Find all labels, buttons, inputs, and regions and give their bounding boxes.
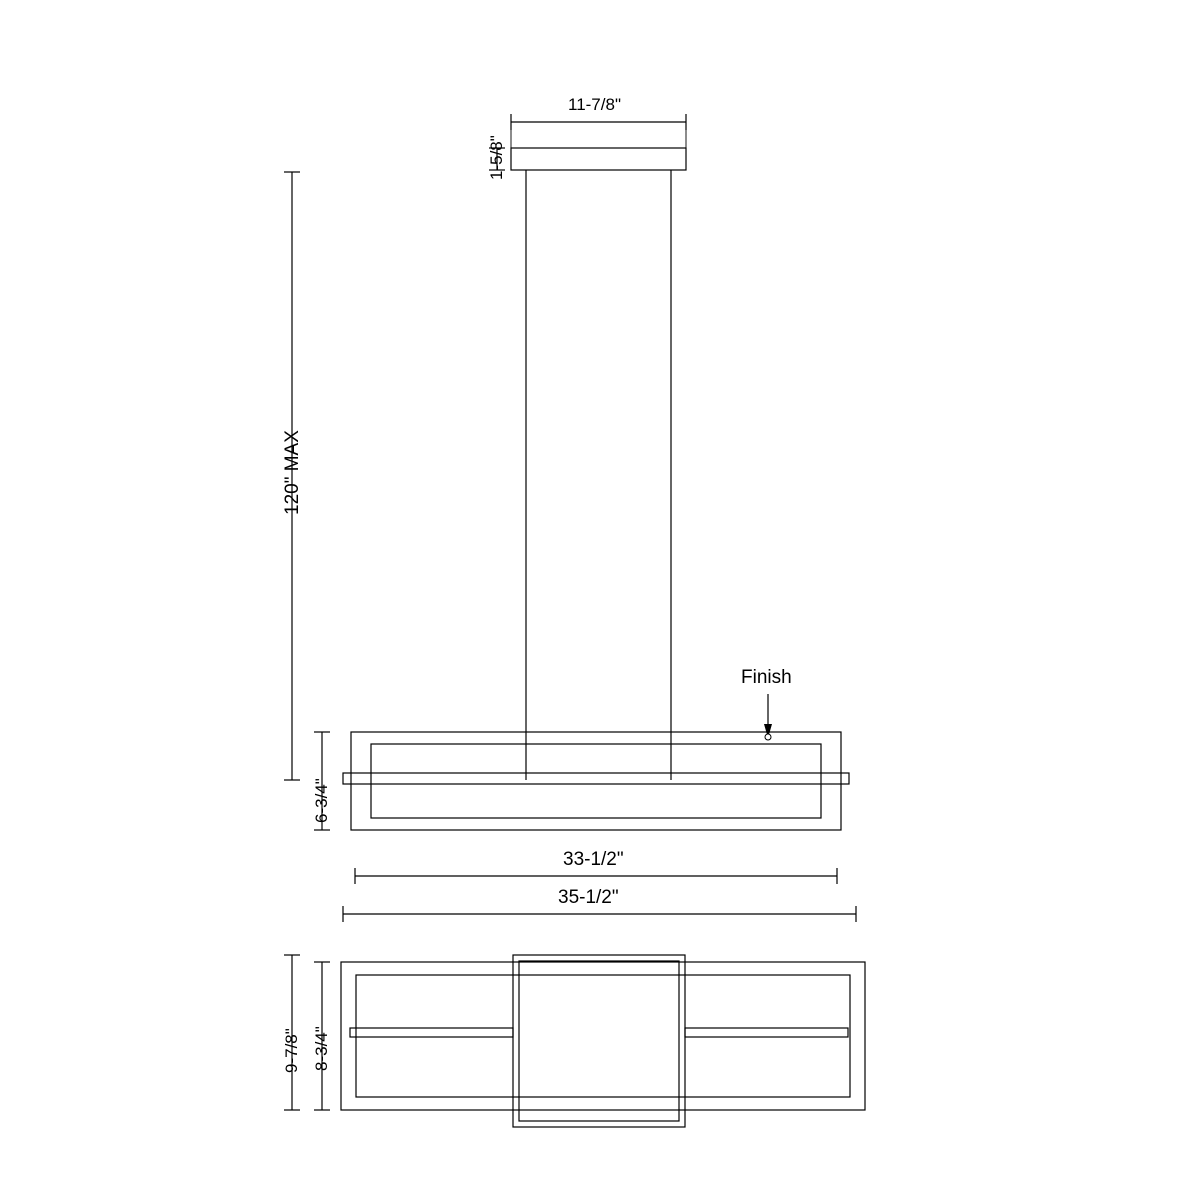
end-view-center-square-outer (513, 955, 685, 1127)
body-inner-outline (371, 744, 821, 818)
finish-leader-dot (765, 734, 771, 740)
diffuser-bar (343, 773, 849, 784)
end-view-bar-right (685, 1028, 848, 1037)
dim-label-body-height: 6-3/4" (312, 778, 331, 823)
dim-label-canopy-width: 11-7/8" (568, 95, 621, 114)
dim-label-max-drop: 120" MAX (282, 430, 303, 515)
dim-label-end-inner-height: 8-3/4" (312, 1026, 331, 1071)
body-outer-outline (351, 732, 841, 830)
dim-label-inner-width: 33-1/2" (563, 849, 624, 870)
end-view-outer-outline (341, 962, 865, 1110)
dim-label-outer-width: 35-1/2" (558, 887, 619, 908)
canopy-outline (511, 148, 686, 170)
finish-callout-label: Finish (741, 667, 792, 688)
dim-label-canopy-height: 1-5/8" (487, 135, 506, 180)
end-view-inner-outline (356, 975, 850, 1097)
dim-label-end-outer-height: 9-7/8" (282, 1028, 301, 1073)
end-view-bar-left (350, 1028, 513, 1037)
